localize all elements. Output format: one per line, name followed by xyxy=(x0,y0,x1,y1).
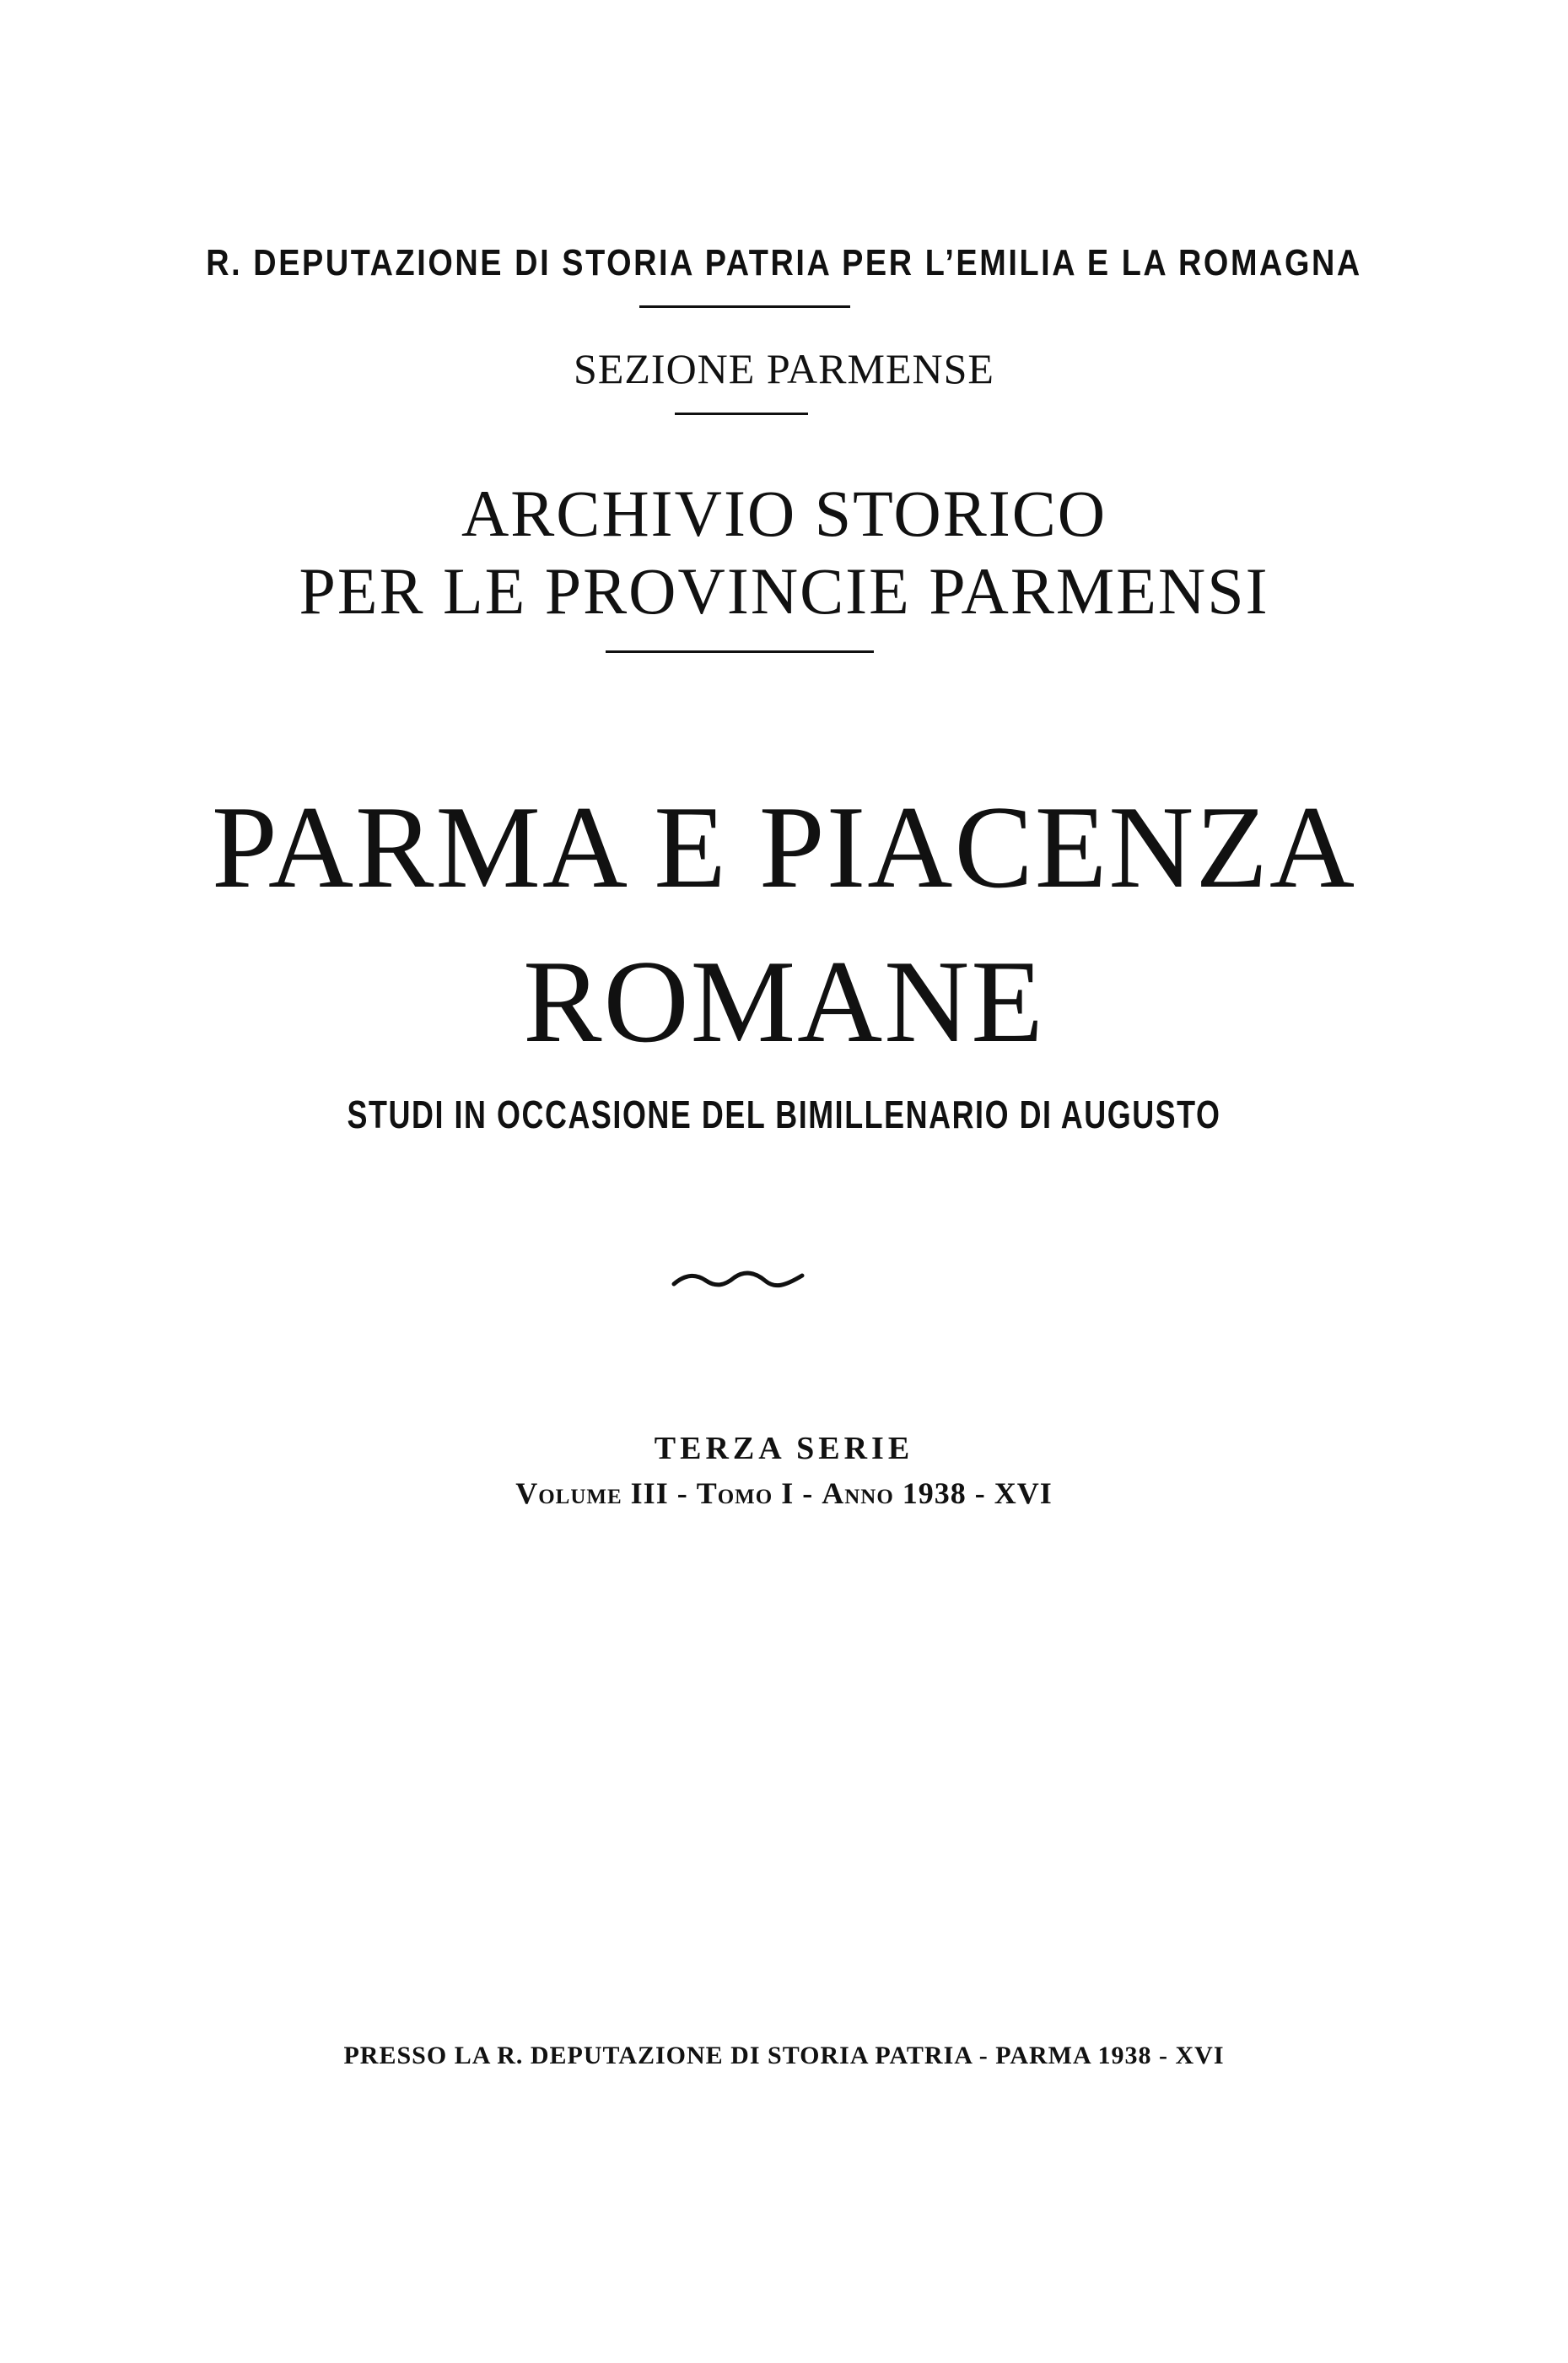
wave-ornament-icon xyxy=(671,1264,806,1297)
publisher-imprint: PRESSO LA R. DEPUTAZIONE DI STORIA PATRIA - PARMA 1938 - XVI xyxy=(343,2042,1225,2069)
tomo-value: I xyxy=(781,1476,795,1510)
rule-3 xyxy=(606,650,874,653)
tomo-word: Tomo xyxy=(696,1476,773,1510)
volume-value: III xyxy=(630,1476,669,1510)
book-title-line-2: ROMANE xyxy=(523,936,1045,1067)
series-label: TERZA SERIE xyxy=(654,1431,914,1466)
journal-title-line-1: ARCHIVIO STORICO xyxy=(461,477,1107,550)
book-title-line-1: PARMA E PIACENZA xyxy=(211,782,1357,913)
anno-word: Anno xyxy=(822,1476,894,1510)
society-name: R. DEPUTAZIONE DI STORIA PATRIA PER L’EMILIA E LA ROMAGNA xyxy=(206,242,1362,283)
rule-2 xyxy=(675,413,808,415)
volume-line xyxy=(0,1478,1568,1508)
section-name: SEZIONE PARMENSE xyxy=(574,345,994,392)
book-subtitle: STUDI IN OCCASIONE DEL BIMILLENARIO DI AUGUSTO xyxy=(347,1092,1221,1136)
rule-1 xyxy=(639,305,850,308)
journal-title-line-2: PER LE PROVINCIE PARMENSI xyxy=(299,554,1269,628)
volume-word: Volume xyxy=(515,1476,622,1510)
separator-2: - xyxy=(794,1476,822,1510)
anno-value: 1938 - XVI xyxy=(902,1476,1053,1510)
separator-1: - xyxy=(668,1476,697,1510)
